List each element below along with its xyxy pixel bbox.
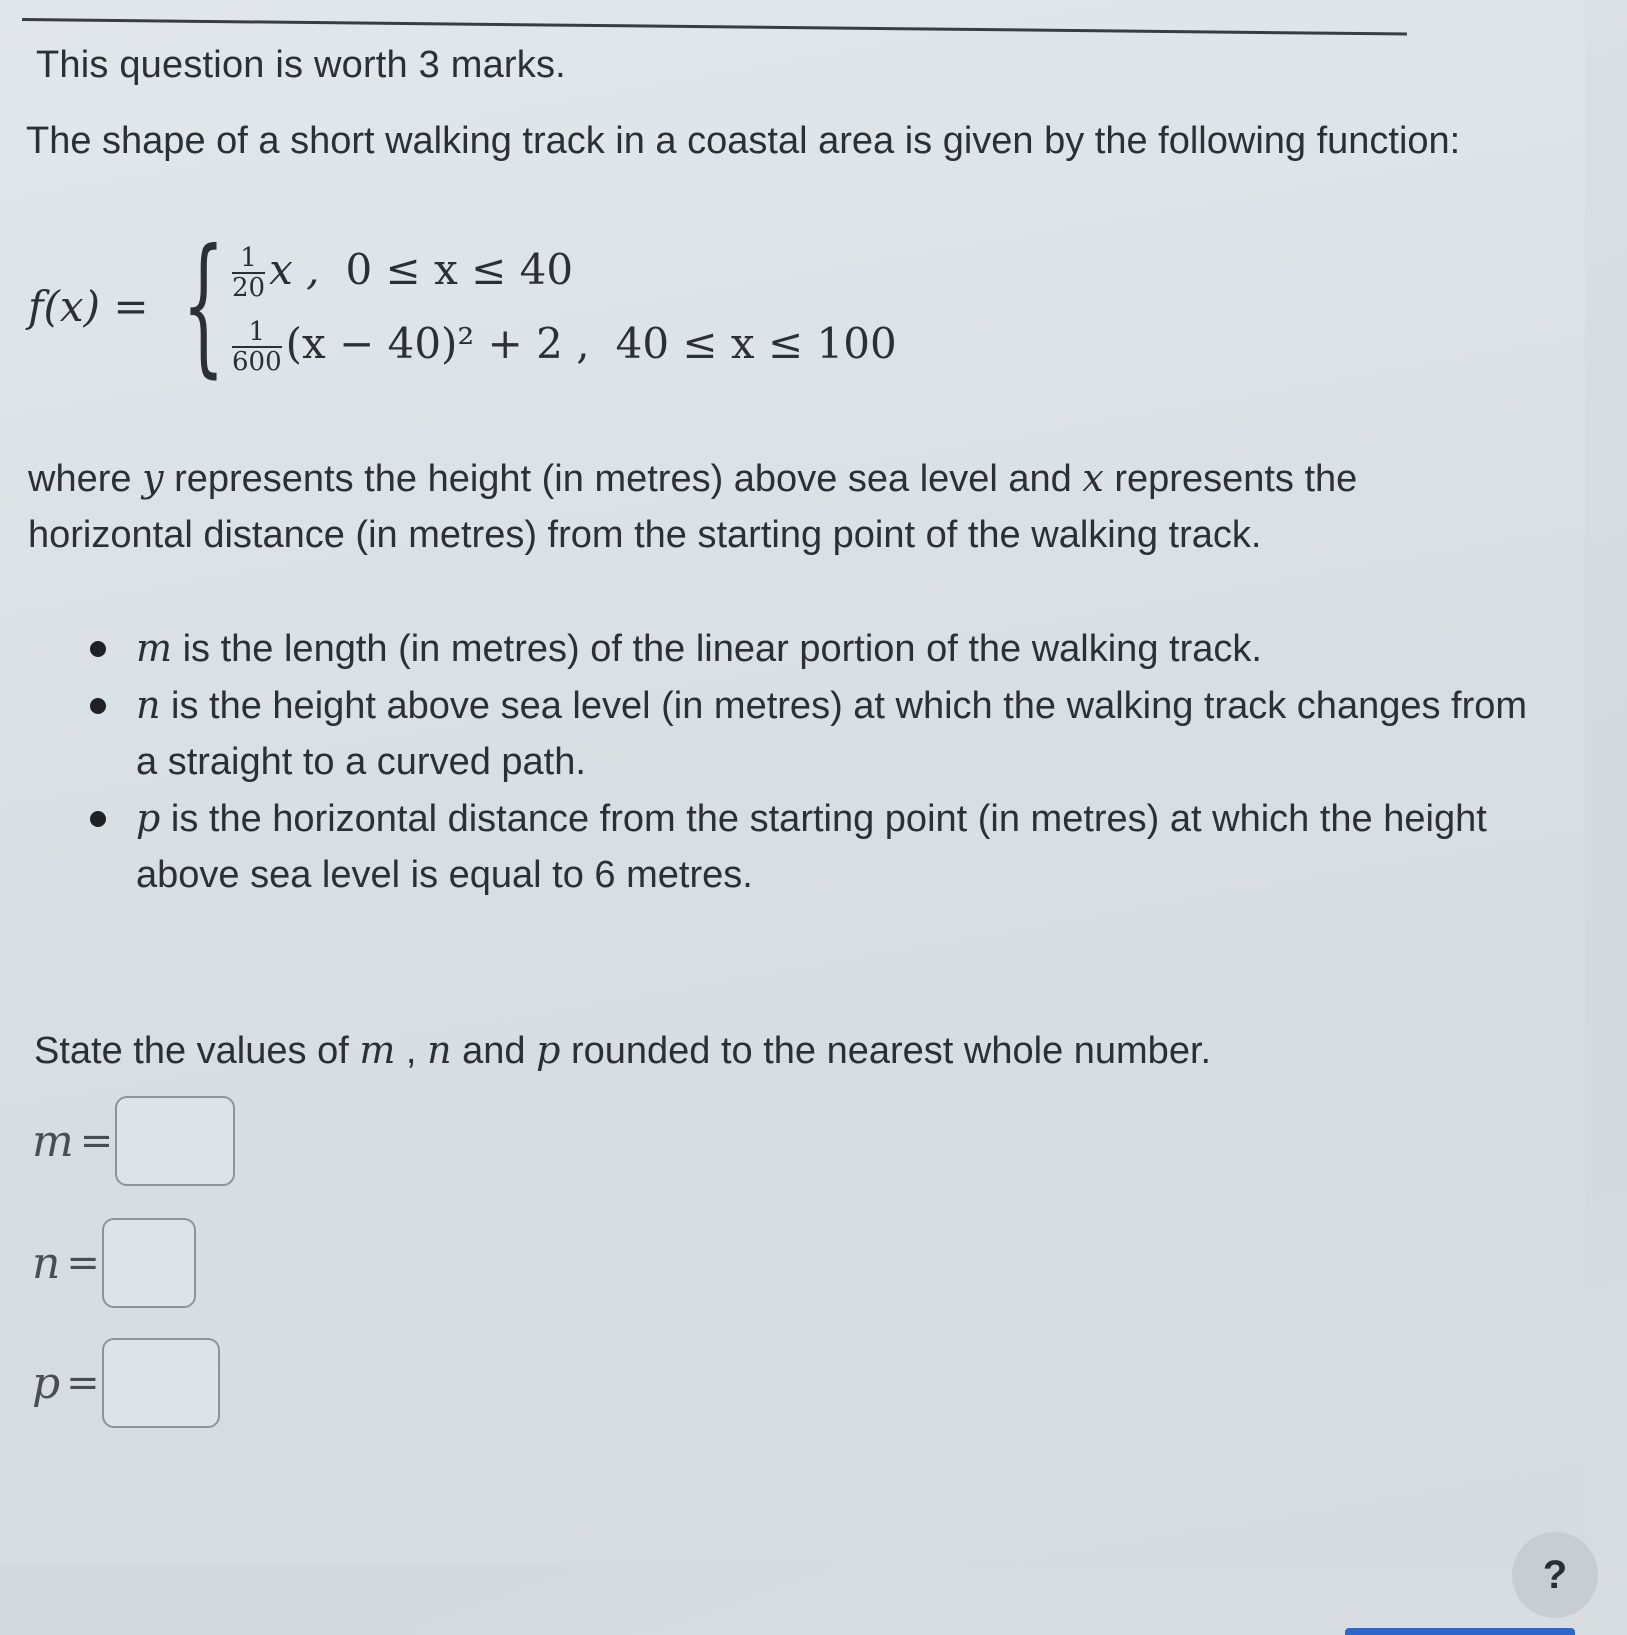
answer-row-p xyxy=(32,1338,220,1428)
bullet-var: m xyxy=(136,626,173,670)
equals-sign: = xyxy=(66,1360,100,1406)
function-case-1 xyxy=(232,244,573,302)
answer-row-m xyxy=(32,1096,235,1186)
list-item xyxy=(90,620,1530,677)
fraction-numerator: 1 xyxy=(232,244,265,274)
case-2-expression: (x − 40)² + 2 , xyxy=(285,319,590,368)
top-divider xyxy=(22,18,1407,36)
var-n: n xyxy=(427,1028,452,1072)
answer-prompt xyxy=(34,1028,1211,1073)
answer-input-n[interactable] xyxy=(102,1218,196,1308)
bullet-text: is the horizontal distance from the starting point (in metres) at which the height above sea level is equal to 6 metres. xyxy=(136,798,1487,896)
fraction-denominator: 20 xyxy=(232,273,266,303)
answer-input-p[interactable] xyxy=(102,1338,220,1428)
answer-label-n: n xyxy=(32,1237,61,1289)
answer-label-m: m xyxy=(32,1115,74,1167)
question-intro: The shape of a short walking track in a coastal area is given by the following function: xyxy=(26,120,1461,162)
list-item xyxy=(90,790,1530,903)
function-case-2 xyxy=(232,318,897,376)
help-button[interactable]: ? xyxy=(1512,1532,1598,1618)
bullet-text: is the height above sea level (in metres) at which the walking track changes from a straight to a curved path. xyxy=(136,685,1528,783)
prompt-text-3: and xyxy=(451,1030,537,1072)
bullet-icon xyxy=(90,641,106,657)
function-label: f(x) = xyxy=(28,282,149,331)
bullet-icon xyxy=(90,698,106,714)
bullet-var: n xyxy=(136,683,161,727)
bullet-icon xyxy=(90,811,106,827)
var-p: p xyxy=(536,1028,561,1072)
var-x: x xyxy=(1082,456,1104,500)
equals-sign: = xyxy=(79,1118,114,1164)
answer-input-m[interactable] xyxy=(115,1096,235,1186)
case-1-condition: 0 ≤ x ≤ 40 xyxy=(345,245,574,294)
bullet-var: p xyxy=(136,796,161,840)
case-2-condition: 40 ≤ x ≤ 100 xyxy=(615,319,897,368)
fraction-1-20 xyxy=(232,244,265,302)
bullet-text: is the length (in metres) of the linear portion of the walking track. xyxy=(172,628,1262,670)
where-text-2: represents the height (in metres) above sea level and xyxy=(163,458,1083,500)
case-1-expression: x , xyxy=(269,245,320,294)
left-brace: { xyxy=(182,218,225,392)
answer-label-p: p xyxy=(32,1357,61,1409)
prompt-text-2: , xyxy=(395,1030,428,1072)
var-m: m xyxy=(359,1028,396,1072)
fraction-1-600 xyxy=(232,318,282,376)
variable-description xyxy=(28,450,1448,563)
fraction-numerator: 1 xyxy=(232,318,282,348)
prompt-text-4: rounded to the nearest whole number. xyxy=(560,1030,1212,1072)
marks-text: This question is worth 3 marks. xyxy=(36,44,566,86)
bottom-action-bar[interactable] xyxy=(1345,1628,1575,1635)
where-text-3: represents the horizontal distance (in metres) from the starting point of the walking track. xyxy=(28,458,1358,556)
list-item xyxy=(90,677,1530,790)
var-y: y xyxy=(142,456,164,500)
fraction-denominator: 600 xyxy=(232,347,282,377)
prompt-text-1: State the values of xyxy=(34,1030,360,1072)
where-text-1: where xyxy=(28,458,143,500)
definitions-list xyxy=(90,620,1530,903)
equals-sign: = xyxy=(66,1240,100,1286)
answer-row-n xyxy=(32,1218,196,1308)
